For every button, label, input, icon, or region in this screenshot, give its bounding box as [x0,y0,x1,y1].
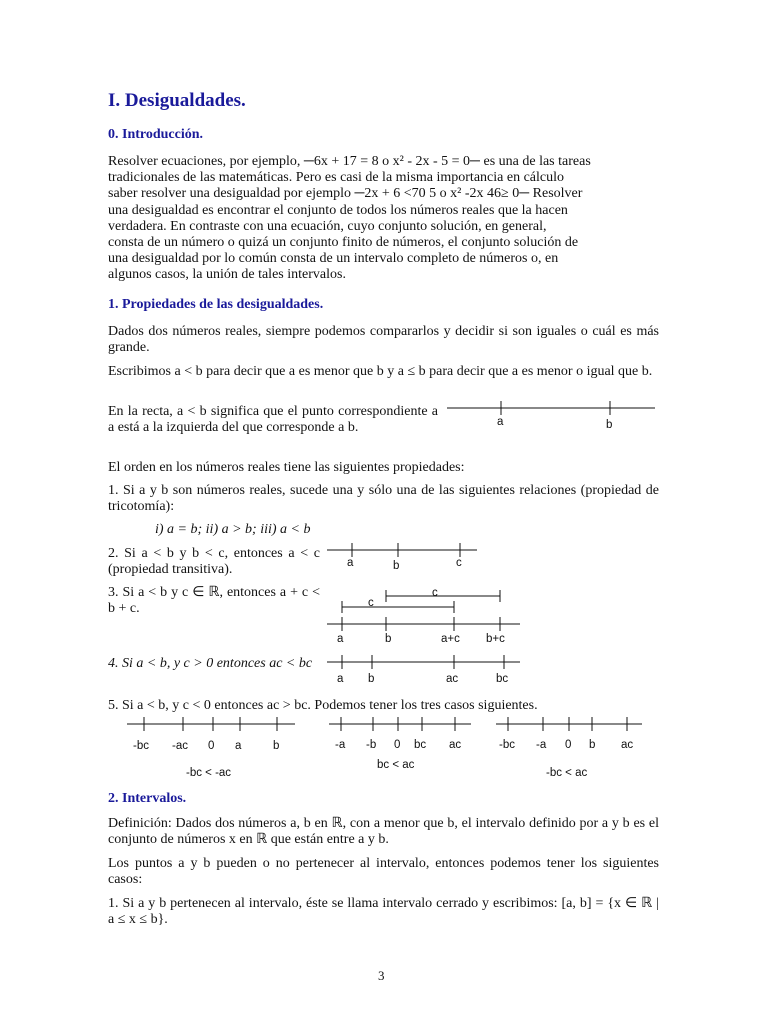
tick-label: c [456,557,462,569]
trichotomy-cases: i) a = b; ii) a > b; iii) a < b [155,522,311,537]
tick-label: b [589,739,596,751]
case-caption: -bc < -ac [186,767,232,779]
intro-line: saber resolver una desigualdad por ejemplo ─2x + 6 <70 5 o x² -2x 46≥ 0─ Resolver [108,186,583,202]
section-props-heading: 1. Propiedades de las desigualdades. [108,297,324,312]
section-intervals-heading: 2. Intervalos. [108,791,187,806]
tick-label: -a [536,739,547,751]
tick-label: b+c [486,633,505,645]
tick-label: a [337,633,344,645]
number-line-ab [445,398,660,434]
section-intro-heading: 0. Introducción. [108,127,204,142]
tick-label: 0 [565,739,572,751]
props-paragraph-4: El orden en los números reales tiene las siguientes propiedades: [108,460,465,475]
tick-label: b [273,740,280,752]
tick-label: -bc [499,739,515,751]
tick-label: -a [335,739,346,751]
tick-label: bc [414,739,427,751]
property-1: 1. Si a y b son números reales, sucede una y sólo una de las siguientes relaciones (propiedad de tricotomía): [108,483,659,515]
tick-label: 0 [208,740,215,752]
tick-label: bc [496,673,509,685]
bracket-label: c [368,597,374,609]
tick-label: b [385,633,392,645]
tick-label: b [393,560,400,572]
tick-label: ac [621,739,634,751]
interval-definition: Definición: Dados dos números a, b en ℝ, con a menor que b, el intervalo definido por a y b es el conjunto de números x en ℝ que están entre a y b. [108,816,659,848]
bracket-label: c [432,587,438,599]
tick-label: ac [449,739,462,751]
case-diagram-1 [125,714,300,784]
tick-label: a+c [441,633,460,645]
intro-line: una desigualdad es encontrar el conjunto de todos los números reales que la hacen [108,202,568,218]
case-caption: -bc < ac [546,767,588,779]
property-5: 5. Si a < b, y c < 0 entonces ac > bc. Podemos tener los tres casos siguientes. [108,698,538,713]
tick-label: b [368,673,375,685]
case-diagram-3 [494,714,646,784]
interval-case-1: 1. Si a y b pertenecen al intervalo, éste se llama intervalo cerrado y escribimos: [a, b] = {x ∈ ℝ | a ≤ x ≤ b}. [108,896,659,928]
tick-label: -b [366,739,377,751]
intro-line: una desigualdad por lo común consta de un intervalo completo de números o, en [108,251,559,267]
number-line-translation [325,584,525,648]
intro-line: Resolver ecuaciones, por ejemplo, ─6x + 17 = 8 o x² - 2x - 5 = 0─ es una de las tareas [108,154,591,169]
intro-paragraph [108,154,659,284]
props-paragraph-3: En la recta, a < b significa que el punto correspondiente a a está a la izquierda del que corresponde a b. [108,404,438,436]
intro-line: algunos casos, la unión de tales intervalos. [108,267,346,283]
intro-line: tradicionales de las matemáticas. Pero es casi de la misma importancia en cálculo [108,170,564,186]
tick-label: b [606,419,613,431]
tick-label: a [337,673,344,685]
property-3: 3. Si a < b y c ∈ ℝ, entonces a + c < b + c. [108,585,320,617]
case-diagram-2 [327,714,475,776]
case-caption: bc < ac [377,759,415,771]
number-line-positive-c [325,652,525,688]
intro-line: verdadera. En contraste con una ecuación, cuyo conjunto solución, en general, [108,218,547,234]
property-4: 4. Si a < b, y c > 0 entonces ac < bc [108,656,313,671]
tick-label: ac [446,673,459,685]
tick-label: a [497,416,504,428]
intervals-paragraph-2: Los puntos a y b pueden o no pertenecer al intervalo, entonces podemos tener los siguientes casos: [108,856,659,888]
number-line-abc [325,540,480,572]
props-paragraph-2: Escribimos a < b para decir que a es menor que b y a ≤ b para decir que a es menor o igual que b. [108,364,653,379]
intro-line: consta de un número o quizá un conjunto finito de números, el conjunto solución de [108,235,579,251]
tick-label: a [347,557,354,569]
tick-label: -ac [172,740,188,752]
page-title: I. Desigualdades. [108,90,246,111]
page-number: 3 [378,968,385,983]
property-2: 2. Si a < b y b < c, entonces a < c (propiedad transitiva). [108,546,320,578]
props-paragraph-1: Dados dos números reales, siempre podemos compararlos y decidir si son iguales o cuál es más grande. [108,324,659,356]
tick-label: 0 [394,739,401,751]
tick-label: -bc [133,740,149,752]
tick-label: a [235,740,242,752]
